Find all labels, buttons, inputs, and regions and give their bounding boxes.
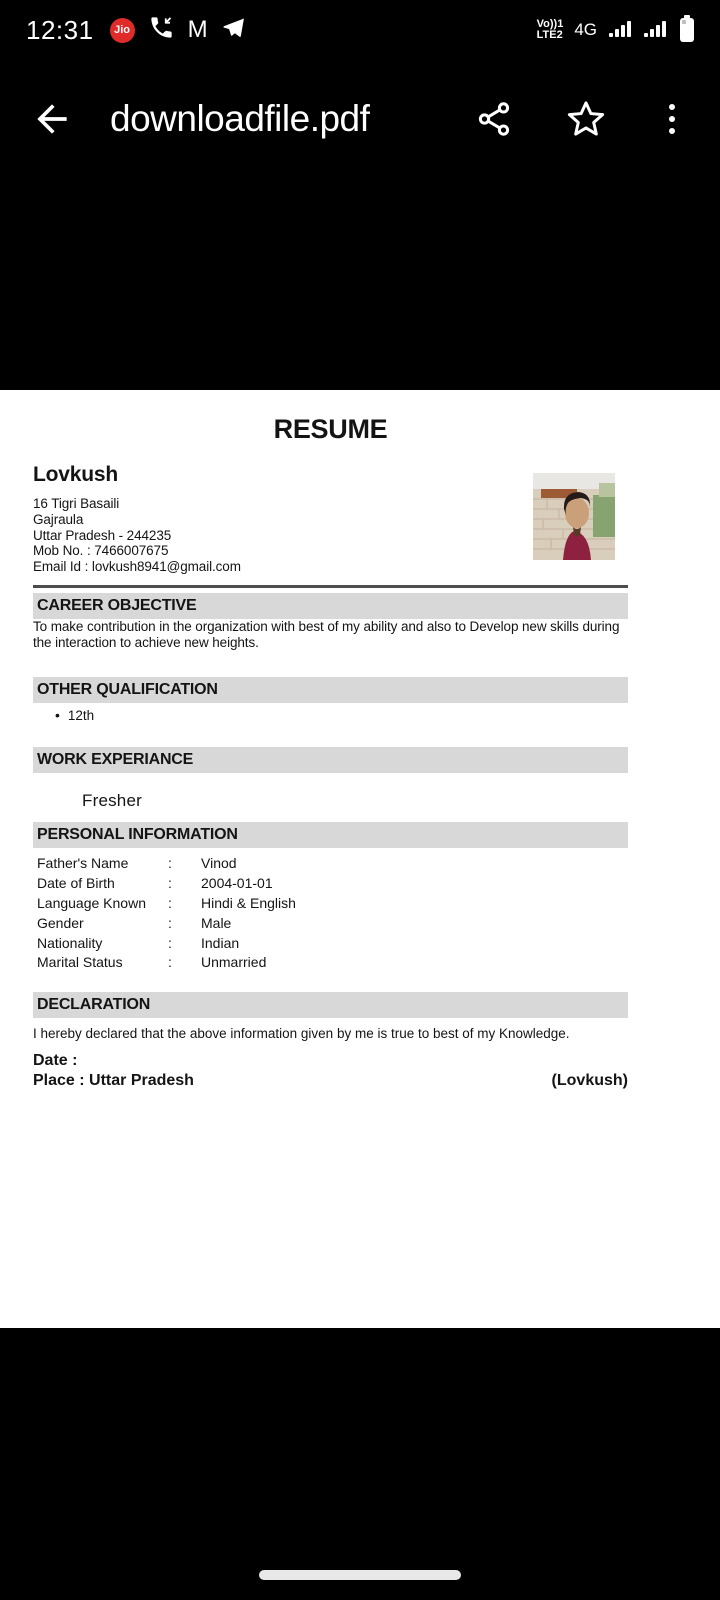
share-button[interactable] <box>472 97 516 141</box>
contact-block <box>33 496 241 575</box>
personal-information-table <box>33 853 628 972</box>
section-heading-career-objective: CAREER OBJECTIVE <box>33 593 628 619</box>
table-row: Gender : Male <box>37 914 232 931</box>
declaration-text: I hereby declared that the above information given by me is true to best of my Knowledge. <box>33 1026 570 1041</box>
volte-indicator: Vo))1 LTE2 <box>536 18 564 41</box>
star-button[interactable] <box>564 97 608 141</box>
table-row: Father's Name : Vinod <box>37 854 237 871</box>
network-type-label: 4G <box>574 20 597 39</box>
pdf-page[interactable] <box>0 390 720 1328</box>
phone-call-icon <box>148 14 175 46</box>
signature-name: (Lovkush) <box>551 1072 628 1089</box>
address-line: Uttar Pradesh - 244235 <box>33 527 172 543</box>
back-button[interactable] <box>30 97 74 141</box>
telegram-icon <box>221 15 247 46</box>
divider <box>33 585 628 588</box>
status-bar <box>0 0 720 60</box>
qualification-item: • 12th <box>55 707 94 723</box>
home-indicator[interactable] <box>259 1570 461 1580</box>
resume-title: RESUME <box>273 414 388 444</box>
pdf-viewer-toolbar <box>0 60 720 178</box>
signal-bars-sim2-icon <box>643 18 667 43</box>
document-title: downloadfile.pdf <box>110 98 370 139</box>
mobile-number: Mob No. : 7466007675 <box>33 543 169 559</box>
profile-photo <box>533 473 615 560</box>
section-heading-personal-information: PERSONAL INFORMATION <box>33 822 628 848</box>
email-id: Email Id : lovkush8941@gmail.com <box>33 559 241 575</box>
battery-icon <box>680 18 694 42</box>
place-label: Place : Uttar Pradesh <box>33 1072 194 1089</box>
section-heading-work-experience: WORK EXPERIANCE <box>33 747 628 773</box>
jio-notification-icon: Jio <box>110 18 135 43</box>
table-row: Language Known : Hindi & English <box>37 894 296 911</box>
section-heading-other-qualification: OTHER QUALIFICATION <box>33 677 628 703</box>
section-heading-declaration: DECLARATION <box>33 992 628 1018</box>
candidate-name: Lovkush <box>33 463 118 486</box>
clock: 12:31 <box>26 14 94 45</box>
signal-bars-sim1-icon <box>608 18 632 43</box>
date-label: Date : <box>33 1052 78 1069</box>
table-row: Nationality : Indian <box>37 934 240 951</box>
address-line: 16 Tigri Basaili <box>33 496 120 511</box>
gmail-icon: M <box>187 16 208 43</box>
overflow-menu-button[interactable] <box>650 97 694 141</box>
career-objective-text: To make contribution in the organization with best of my ability and also to Develop new skills during the interaction to achieve new heights. <box>33 619 620 650</box>
work-experience-text: Fresher <box>82 791 142 810</box>
table-row: Marital Status : Unmarried <box>37 954 267 971</box>
table-row: Date of Birth : 2004-01-01 <box>37 874 273 891</box>
footer-row <box>33 1072 628 1090</box>
address-line: Gajraula <box>33 511 84 527</box>
